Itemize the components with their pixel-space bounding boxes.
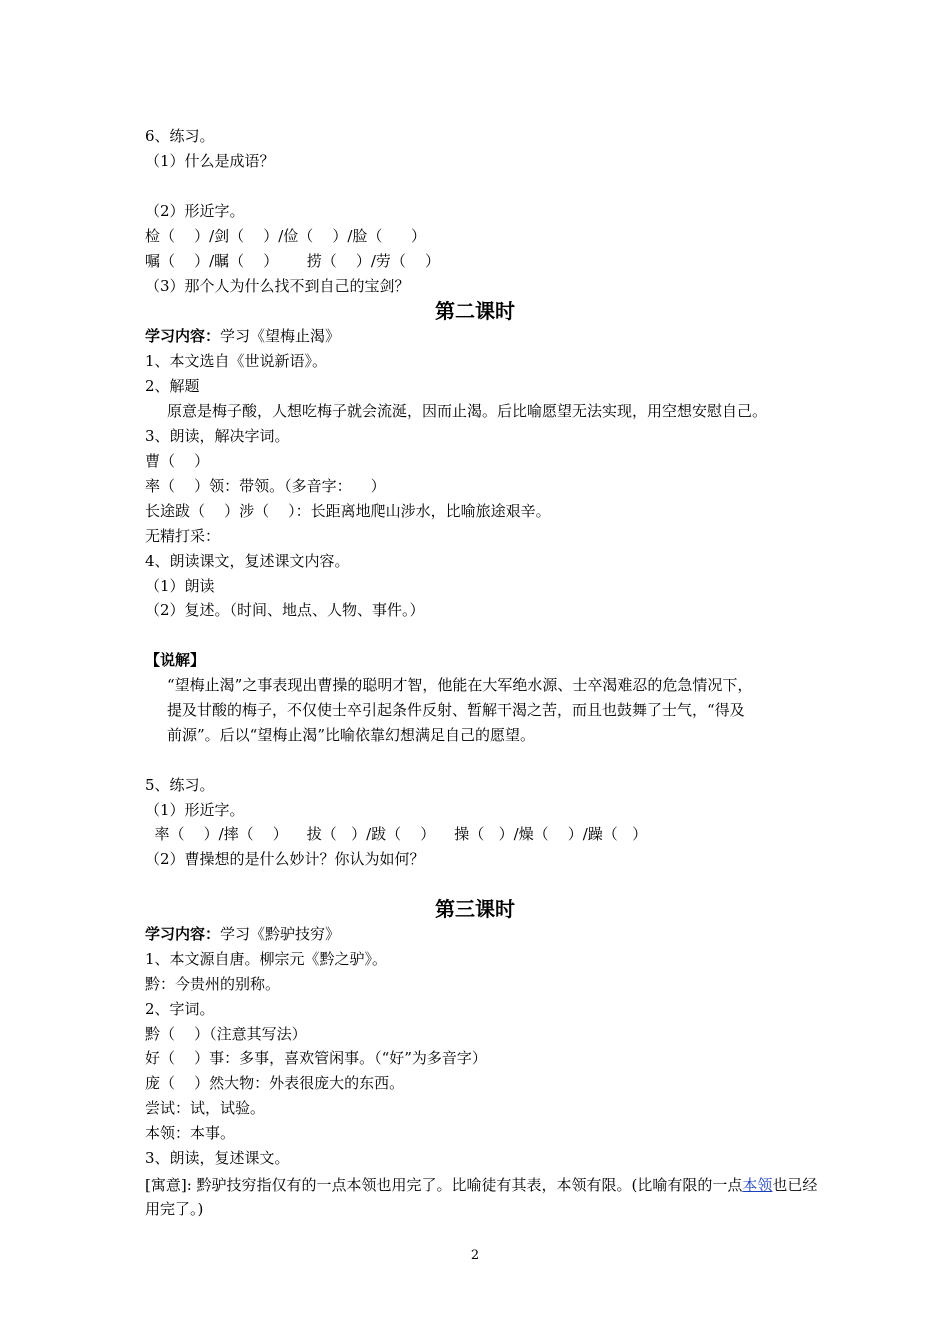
lesson2-line4: 4、朗读课文，复述课文内容。: [145, 552, 350, 570]
lesson3-line2a: 黔（ ）（注意其写法）: [145, 1025, 307, 1043]
lesson3-line3: 3、朗读，复述课文。: [145, 1149, 290, 1167]
lesson2-line3c: 长途跋（ ）涉（ ）：长距离地爬山涉水，比喻旅途艰辛。: [145, 502, 551, 520]
moral-link[interactable]: 本领: [742, 1176, 773, 1194]
lesson3-line2d: 尝试：试，试验。: [145, 1099, 266, 1117]
lesson2-line5: 5、练习。: [145, 776, 215, 794]
practice6-title: 6、练习。: [145, 127, 215, 145]
lesson2-content: [145, 326, 340, 346]
lesson2-line5c: （2）曹操想的是什么妙计？你认为如何？: [145, 850, 425, 868]
lesson2-line5a: （1）形近字。: [145, 801, 245, 819]
lesson3-line2c: 庞（ ）然大物：外表很庞大的东西。: [145, 1074, 405, 1092]
lesson2-line4a: （1）朗读: [145, 577, 215, 595]
lesson3-content-text: 学习《黔驴技穷》: [220, 925, 341, 943]
practice6-q3: （3）那个人为什么找不到自己的宝剑？: [145, 277, 410, 295]
lesson3-line2: 2、字词。: [145, 1000, 215, 1018]
moral-prefix: [寓意]: 黔驴技穷指仅有的一点本领也用完了。比喻徒有其表，本领有限。(比喻有限的一点: [145, 1176, 743, 1194]
practice6-row2: 嘱（ ）/瞩（ ） 捞（ ）/劳（ ）: [145, 252, 441, 270]
lesson3-heading: 第三课时: [435, 897, 515, 921]
lesson2-line2a: 原意是梅子酸，人想吃梅子就会流涎，因而止渴。后比喻愿望无法实现，用空想安慰自己。: [167, 402, 768, 420]
page-number: 2: [470, 1248, 480, 1263]
lesson3-content-label: 学习内容：: [145, 925, 221, 943]
practice6-row1: 检（ ）/剑（ ）/俭（ ）/脸（ ）: [145, 227, 426, 245]
lesson2-line2: 2、解题: [145, 377, 200, 395]
lesson2-heading: 第二课时: [435, 299, 515, 323]
lesson2-line5b: 率（ ）/摔（ ） 拔（ ）/跋（ ） 操（ ）/燥（ ）/躁（ ）: [145, 825, 648, 843]
explain-title: 【说解】: [145, 651, 206, 669]
explain-line3: 前源”。后以“望梅止渴”比喻依靠幻想满足自己的愿望。: [167, 726, 536, 744]
explain-line1: “望梅止渴”之事表现出曹操的聪明才智，他能在大军绝水源、士卒渴难忍的危急情况下，: [167, 676, 753, 694]
lesson3-content: [145, 924, 340, 944]
practice6-q2: （2）形近字。: [145, 202, 245, 220]
lesson3-line2b: 好（ ）事：多事，喜欢管闲事。（“好”为多音字）: [145, 1049, 487, 1067]
lesson2-line3: 3、朗读，解决字词。: [145, 427, 290, 445]
lesson2-line3d: 无精打采：: [145, 527, 221, 545]
lesson2-line3b: 率（ ）领：带领。（多音字： ）: [145, 477, 386, 495]
lesson3-line2e: 本领：本事。: [145, 1124, 236, 1142]
lesson2-line3a: 曹（ ）: [145, 452, 210, 470]
lesson3-line1: 1、本文源自唐。柳宗元《黔之驴》。: [145, 950, 388, 968]
practice6-q1: （1）什么是成语？: [145, 152, 275, 170]
lesson2-content-text: 学习《望梅止渴》: [220, 327, 341, 345]
moral-paragraph: [145, 1173, 825, 1221]
lesson2-line4b: （2）复述。（时间、地点、人物、事件。）: [145, 601, 425, 619]
explain-line2: 提及甘酸的梅子，不仅使士卒引起条件反射、暂解干渴之苦，而且也鼓舞了士气，“得及: [167, 701, 745, 719]
moral-suffix: 也已经用完了。): [145, 1176, 818, 1218]
lesson3-line1a: 黔：今贵州的别称。: [145, 975, 281, 993]
lesson2-line1: 1、本文选自《世说新语》。: [145, 352, 328, 370]
lesson2-content-label: 学习内容：: [145, 327, 221, 345]
